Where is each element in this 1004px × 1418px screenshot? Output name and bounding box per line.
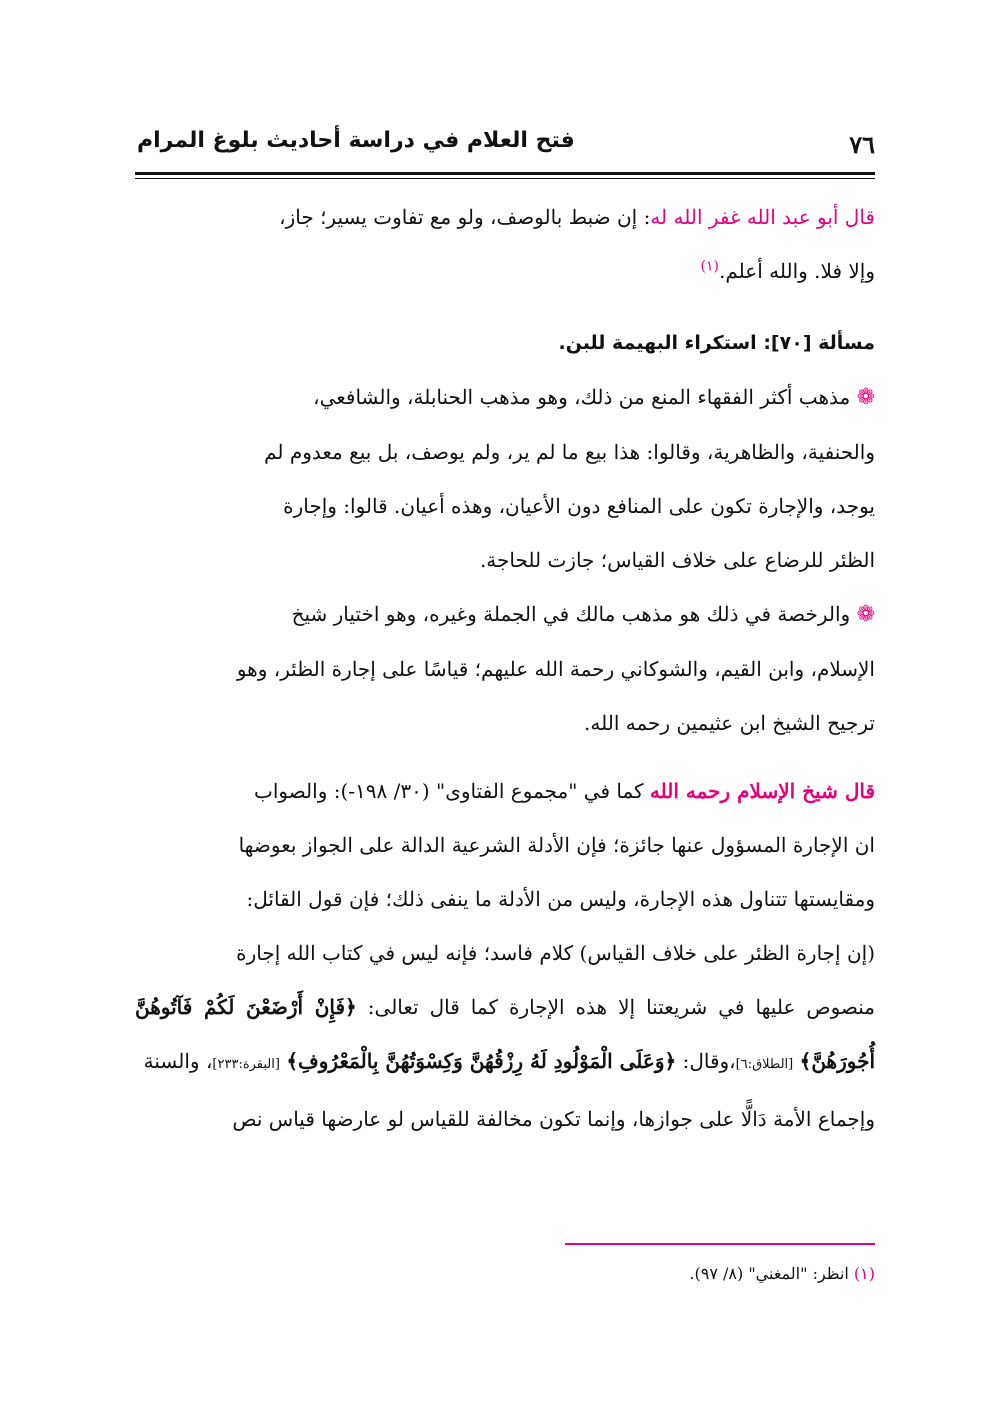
issue-title: استكراء البهيمة للبن.: [558, 332, 757, 354]
running-header: [135, 128, 875, 168]
quote-line-3: ومقايستها تتناول هذه الإجارة، وليس من الأدلة ما ينفى ذلك؛ فإن قول القائل:: [246, 887, 875, 911]
footnote: [135, 1262, 875, 1286]
quote-line-2: ان الإجارة المسؤول عنها جائزة؛ فإن الأدلة الشرعية الدالة على الجواز بعوضها: [238, 833, 875, 857]
header-rule-thin: [135, 178, 875, 179]
quote-line-1: قال شيخ الإسلام رحمه الله كما في "مجموع الفتاوى" (٣٠/ ١٩٨-): والصواب: [254, 779, 875, 803]
footnote-ref[interactable]: (١): [700, 258, 720, 275]
flower-bullet-icon: ❁: [856, 602, 875, 627]
verse-ref-1: [الطلاق:٦]: [735, 1057, 794, 1072]
book-title: فتح العلام في دراسة أحاديث بلوغ المرام: [137, 128, 575, 153]
issue-label: مسألة [٧٠]:: [763, 332, 875, 354]
intro-line-1: قال أبو عبد الله غفر الله له: إن ضبط بالوصف، ولو مع تفاوت يسير؛ جاز،: [279, 205, 875, 229]
para2-line-1: ❁ والرخصة في ذلك هو مذهب مالك في الجملة وغيره، وهو اختيار شيخ: [291, 602, 875, 627]
issue-heading: [135, 316, 875, 370]
quote-speaker: قال شيخ الإسلام رحمه الله: [649, 779, 875, 803]
para1-line-1: ❁ مذهب أكثر الفقهاء المنع من ذلك، وهو مذهب الحنابلة، والشافعي،: [313, 385, 875, 410]
para1-line-4: الظئر للرضاع على خلاف القياس؛ جازت للحاجة.: [479, 548, 875, 572]
quote-line-7: وإجماع الأمة دَالًّا على جوازها، وإنما تكون مخالفة للقياس لو عارضها قياس نص: [232, 1107, 875, 1131]
intro-line-2: وإلا فلا. والله أعلم.$^{(١)}$: [700, 258, 875, 283]
quran-verse-2: ﴿وَعَلَى الْمَوْلُودِ لَهُ رِزْقُهُنَّ وَكِسْوَتُهُنَّ بِالْمَعْرُوفِ﴾: [286, 1049, 677, 1073]
author-attribution: قال أبو عبد الله غفر الله له: [650, 205, 875, 229]
quote-line-5: منصوص عليها في شريعتنا إلا هذه الإجارة كما قال تعالى: ﴿فَإِنْ أَرْضَعْنَ لَكُمْ فَآتُوهُنَّ أُجُورَهُنَّ﴾ [الطلاق:٦]،وقال: ﴿وَعَلَى الْمَوْلُودِ لَهُ رِزْقُهُنَّ وَكِسْوَتُهُنَّ بِالْمَعْرُوفِ﴾ [البقرة:٢٣٣]، والسنة: [135, 995, 876, 1073]
footnote-text: انظر: "المغني" (٨/ ٩٧).: [689, 1264, 849, 1283]
footnote-separator: [565, 1243, 875, 1245]
page-body: [135, 190, 875, 1146]
quran-verse-1: ﴿فَإِنْ أَرْضَعْنَ لَكُمْ فَآتُوهُنَّ أُجُورَهُنَّ﴾: [135, 995, 875, 1073]
para1-line-3: يوجد، والإجارة تكون على المنافع دون الأعيان، وهذه أعيان. قالوا: وإجارة: [283, 494, 875, 518]
quote-line-4: (إن إجارة الظئر على خلاف القياس) كلام فاسد؛ فإنه ليس في كتاب الله إجارة: [236, 941, 875, 965]
para2-line-3: ترجيح الشيخ ابن عثيمين رحمه الله.: [584, 711, 875, 735]
footnote-number: (١): [853, 1264, 875, 1283]
spacer: [135, 750, 875, 764]
para1-line-2: والحنفية، والظاهرية، وقالوا: هذا بيع ما لم ير، ولم يوصف، بل بيع معدوم لم: [264, 440, 875, 464]
page-number: ٧٦: [849, 130, 875, 159]
verse-ref-2: [البقرة:٢٣٣]: [212, 1057, 280, 1072]
header-rule-thick: [135, 172, 875, 175]
para2-line-2: الإسلام، وابن القيم، والشوكاني رحمة الله عليهم؛ قياسًا على إجارة الظئر، وهو: [236, 657, 875, 681]
flower-bullet-icon: ❁: [856, 385, 875, 410]
